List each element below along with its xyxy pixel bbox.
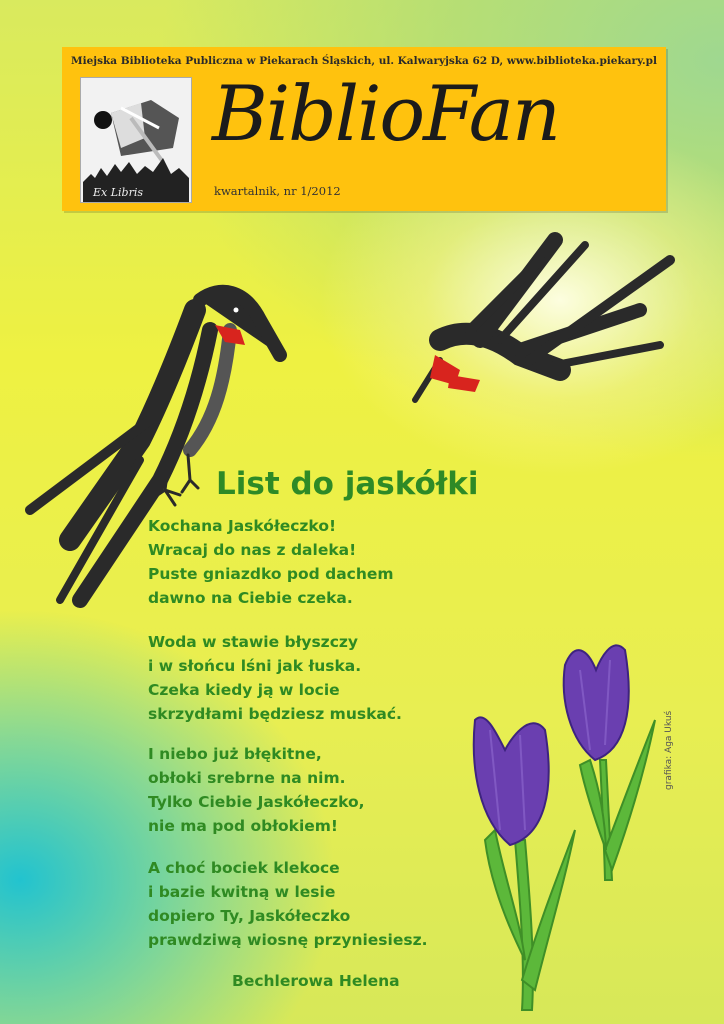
poem-line: dopiero Ty, Jaskółeczko <box>148 907 351 925</box>
poem-stanza-1 <box>148 514 394 610</box>
exlibris-text: Ex Libris <box>93 186 144 199</box>
poem-line: nie ma pod obłokiem! <box>148 817 338 835</box>
library-address: Miejska Biblioteka Publiczna w Piekarach Śląskich, ul. Kalwaryjska 62 D, www.biblioteka.piekary.pl <box>71 55 657 67</box>
poem-line: Kochana Jaskółeczko! <box>148 517 337 535</box>
poem-line: Puste gniazdko pod dachem <box>148 565 394 583</box>
poem-stanza-2 <box>148 630 402 726</box>
illustration-credit: grafika: Aga Ukuś <box>664 710 674 790</box>
poem-line: obłoki srebrne na nim. <box>148 769 346 787</box>
poem-title: List do jaskółki <box>216 466 479 502</box>
poem-line: I niebo już błękitne, <box>148 745 322 763</box>
poem-line: Wracaj do nas z daleka! <box>148 541 357 559</box>
poem-stanza-4 <box>148 856 427 952</box>
magazine-title: BiblioFan <box>212 69 560 158</box>
poem-stanza-3 <box>148 742 365 838</box>
poem-line: prawdziwą wiosnę przyniesiesz. <box>148 931 428 949</box>
poem-line: Woda w stawie błyszczy <box>148 633 359 651</box>
poem-line: A choć bociek klekoce <box>148 859 340 877</box>
poem-line: Tylko Ciebie Jaskółeczko, <box>148 793 365 811</box>
poem-line: i bazie kwitną w lesie <box>148 883 336 901</box>
poem-line: dawno na Ciebie czeka. <box>148 589 353 607</box>
poem-line: Czeka kiedy ją w locie <box>148 681 340 699</box>
poem-author: Bechlerowa Helena <box>232 972 400 990</box>
issue-number: kwartalnik, nr 1/2012 <box>214 184 341 198</box>
poem-line: skrzydłami będziesz muskać. <box>148 705 402 723</box>
poem-line: i w słońcu lśni jak łuska. <box>148 657 362 675</box>
